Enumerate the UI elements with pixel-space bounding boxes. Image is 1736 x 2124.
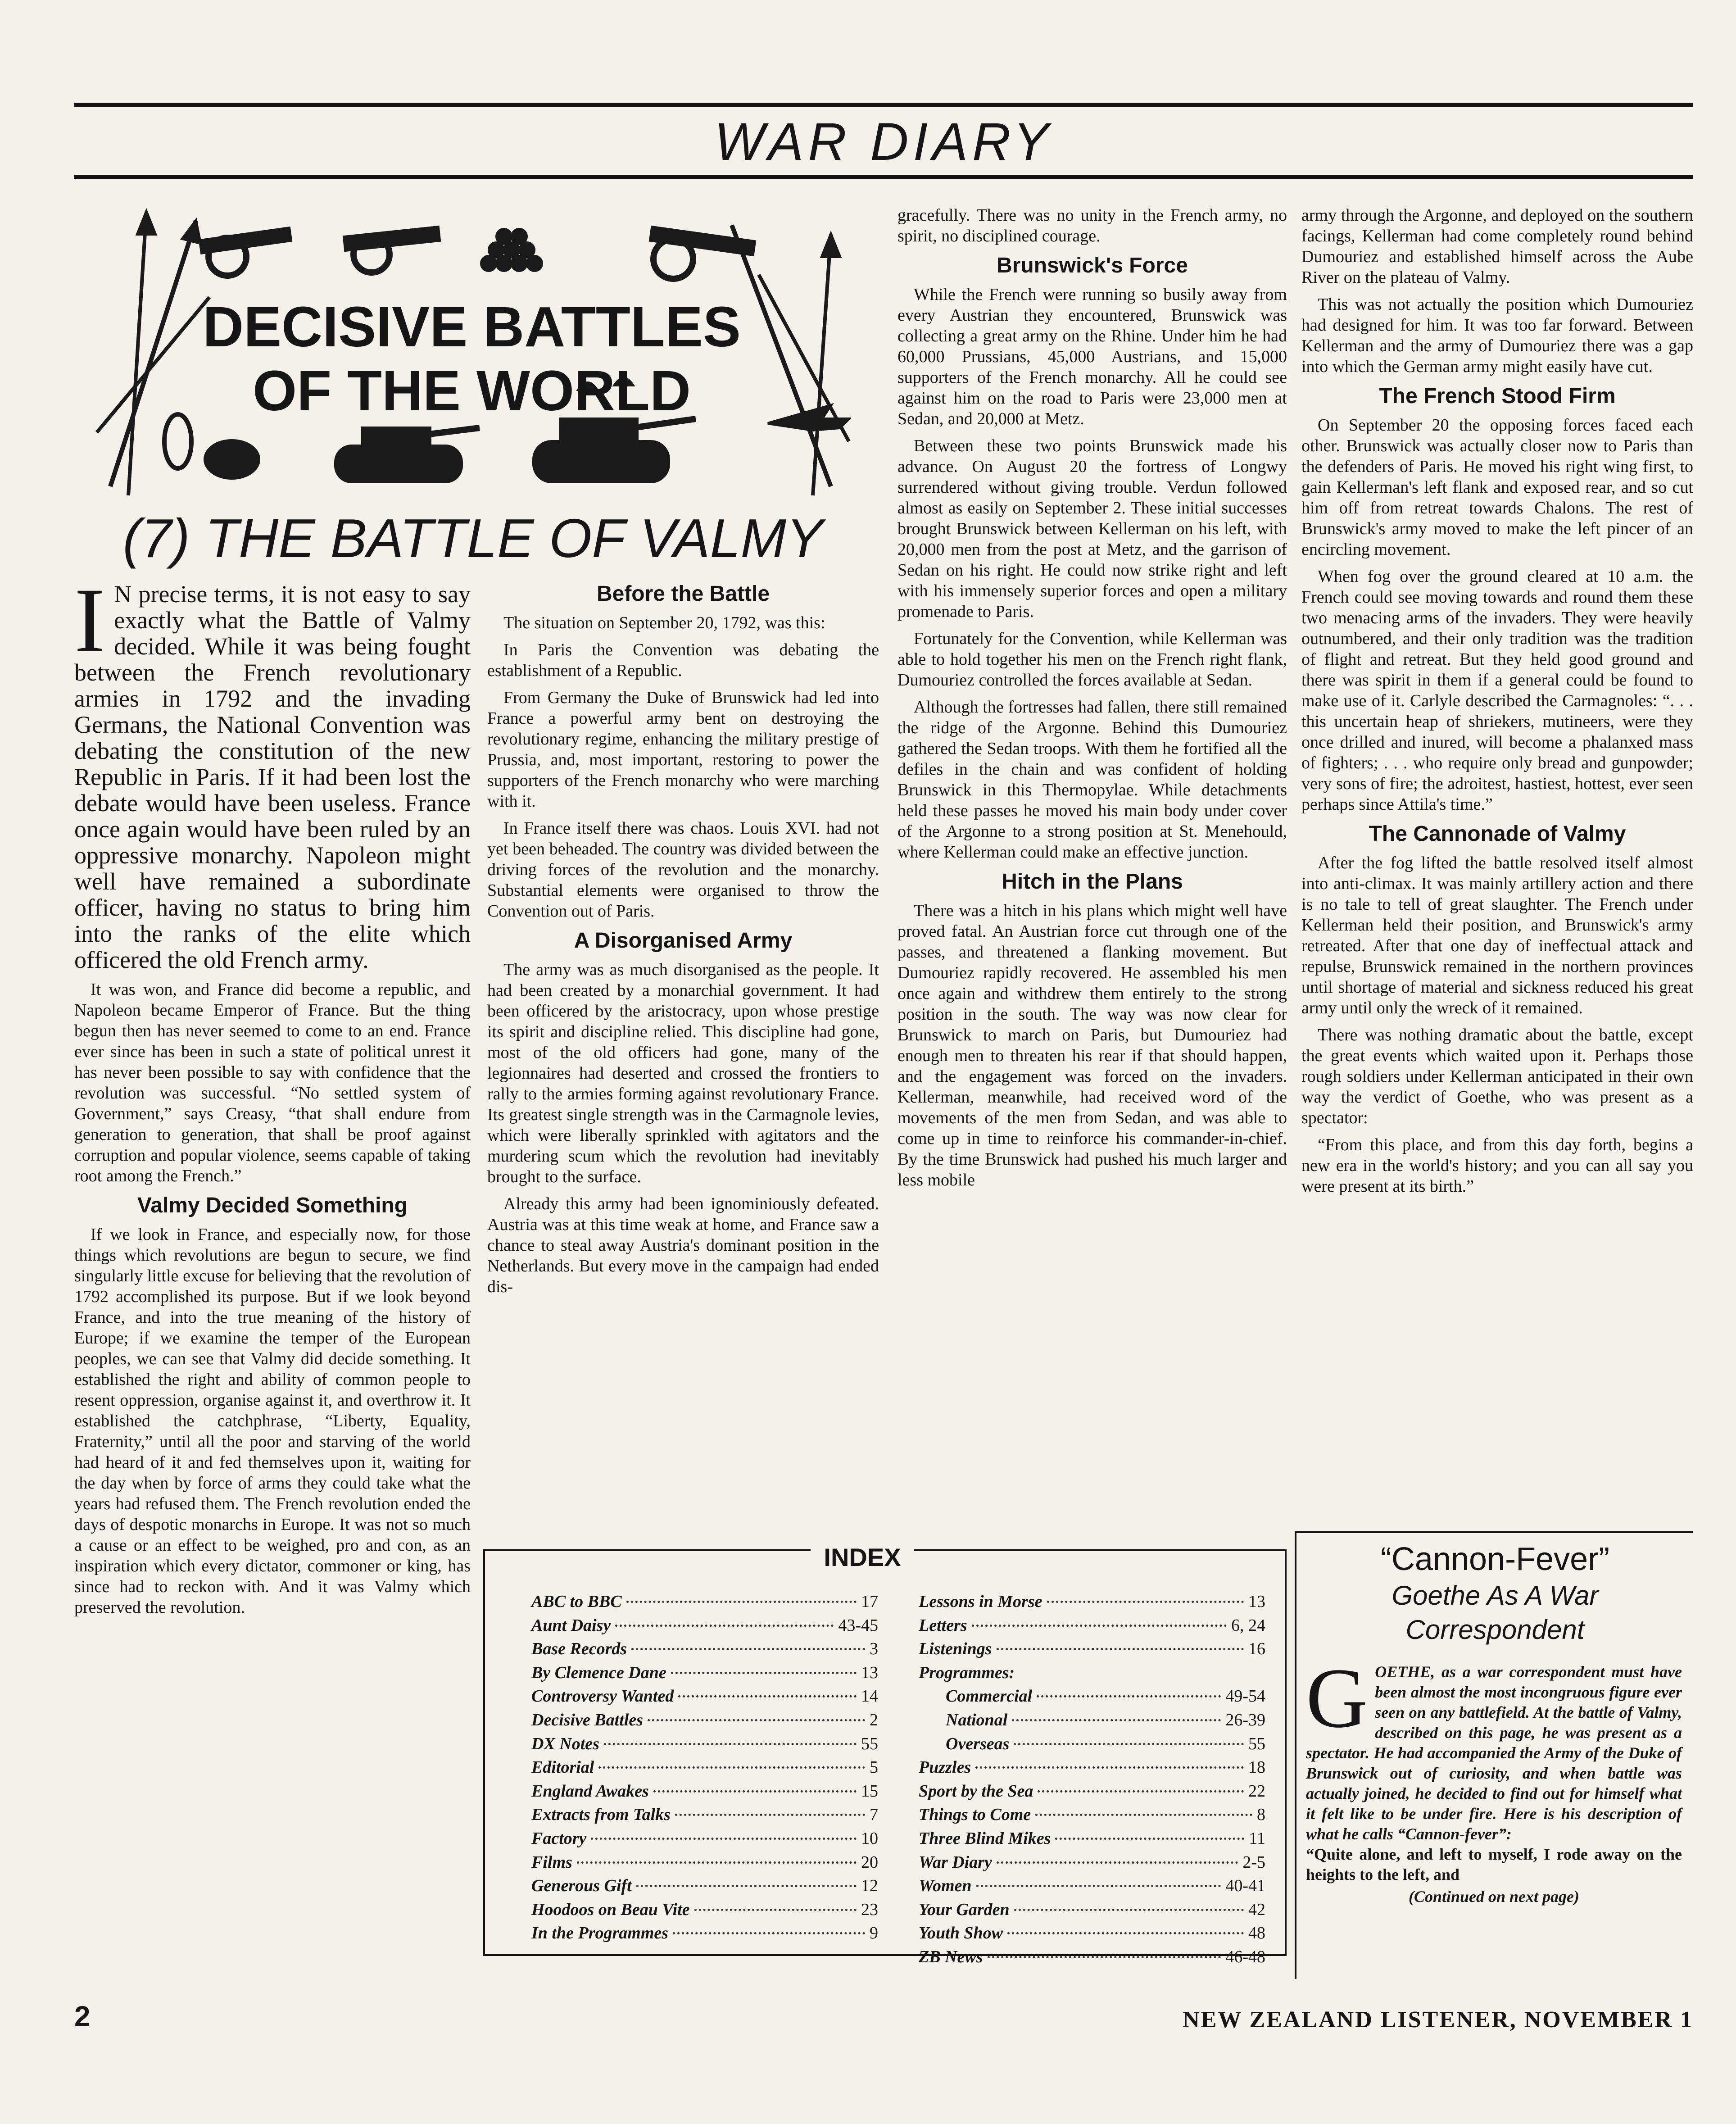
index-entry <box>919 1779 1265 1803</box>
leader-dots <box>1014 1909 1244 1911</box>
index-entry-label: Hoodoos on Beau Vite <box>531 1900 690 1919</box>
index-entry-page: 26-39 <box>1225 1710 1265 1729</box>
index-entry-page: 23 <box>861 1900 878 1919</box>
index-entry-page: 42 <box>1248 1900 1265 1919</box>
index-title: INDEX <box>811 1544 914 1571</box>
publication-footer: NEW ZEALAND LISTENER, NOVEMBER 1 <box>1183 2007 1693 2033</box>
dropcap: I <box>74 581 105 672</box>
index-entry <box>531 1684 878 1708</box>
paragraph: The army was as much disorganised as the people. It had been created by a monarchial government. It had been officered by the aristocracy, upon whose prestige its spirit and discipline relied. This discipline had gone, most of the old officers had gone, many of the legionnaires had deserted and crossed the frontiers to rally to the armies forming against revolutionary France. Its greatest single strength was in the Carmagnole levies, which were liberally sprinkled with agitators and the murdering scum which the revolution had inevitably brought to the surface. <box>487 960 879 1186</box>
index-entry-page: 7 <box>870 1805 878 1824</box>
index-entry-page: 13 <box>861 1663 878 1682</box>
index-entry-label: Programmes: <box>919 1663 1015 1682</box>
paragraph: It was won, and France did become a republic, and Napoleon became Emperor of France. But the thing begun then has never seemed to come to an end. France ever since has been in such a state of political unrest it has never been possible to say with confidence that the revolution was successful. “No settled system of Government,” says Creasy, “that shall endure from generation to generation, that shall be proof against corruption and popular violence, seems capable of taking root among the French.” <box>74 980 471 1185</box>
paragraph: On September 20 the opposing forces faced each other. Brunswick was actually closer now to Paris than the defenders of Paris. He moved his right wing first, to gain Kellerman's left flank and exposed rear, and so cut him off from retreat towards Chalons. The rest of Brunswick's army moved to make the left pincer of an encircling movement. <box>1301 416 1693 559</box>
article-title: (7) THE BATTLE OF VALMY <box>122 508 823 569</box>
paragraph: “From this place, and from this day forth, begins a new era in the world's history; and you can all say you were present at its birth.” <box>1301 1135 1693 1196</box>
index-entry-label: England Awakes <box>531 1781 649 1801</box>
sidebar-subtitle <box>1306 1579 1684 1647</box>
lead-paragraph <box>74 581 471 973</box>
paragraph: This was not actually the position which Dumouriez had designed for him. It was too far forward. Between Kellerman and the army of Dumouriez there was a gap into which the German army might easily have cut. <box>1301 295 1693 376</box>
paragraph: From Germany the Duke of Brunswick had led into France a powerful army bent on destroying the revolutionary regime, enhancing the military prestige of Prussia, and, most important, restoring to power the supporters of the French monarchy who were marching with it. <box>487 688 879 811</box>
index-entry <box>531 1874 878 1898</box>
index-entry <box>919 1921 1265 1945</box>
leader-dots <box>671 1672 857 1674</box>
index-entry <box>919 1898 1265 1922</box>
index-entry-label: In the Programmes <box>531 1924 669 1943</box>
lead-text: N precise terms, it is not easy to say exactly what the Battle of Valmy decided. While it was being fought between the French revolutionary armies in 1792 and the invading Germans, the National Convention was debating the constitution of the new Republic in Paris. If it had been lost the debate would have been useless. France once again would have been ruled by an oppressive monarchy. Napoleon might well have remained a subordinate officer, having no status to bring him into the ranks of the elite which officered the old French army. <box>74 581 471 973</box>
index-entry-label: War Diary <box>919 1852 992 1872</box>
sidebar-text <box>1306 1651 1682 1907</box>
paragraph: Fortunately for the Convention, while Kellerman was able to hold together his men on the French right flank, Dumouriez controlled the forces available at Sedan. <box>897 629 1287 690</box>
continued-note: (Continued on next page) <box>1408 1888 1580 1906</box>
index-column-right <box>919 1590 1265 1969</box>
leader-dots <box>675 1814 865 1816</box>
article-column-2 <box>487 581 879 1540</box>
index-entry <box>531 1708 878 1732</box>
leader-dots <box>577 1861 857 1864</box>
index-entry-page: 55 <box>1248 1734 1265 1753</box>
index-entry-page: 46-48 <box>1225 1947 1265 1966</box>
index-entry-label: ZB News <box>919 1947 983 1966</box>
paragraph: There was nothing dramatic about the battle, except the great events which waited upon it. Perhaps those rough soldiers under Kellerman anticipated in their own way the verdict of Goethe, who was present as a spectator: <box>1301 1026 1693 1127</box>
index-entry-label: Lessons in Morse <box>919 1592 1043 1611</box>
index-entry-label: DX Notes <box>531 1734 599 1753</box>
index-entry-label: Aunt Daisy <box>531 1616 611 1635</box>
index-entry-label: Generous Gift <box>531 1876 632 1896</box>
paragraph: There was a hitch in his plans which might well have proved fatal. An Austrian force cut through one of the passes, and threatened a flanking movement. But Dumouriez rapidly recovered. He assembled his men once again and withdrew them entirely to the strong position in the south. The way was now clear for Brunswick to march on Paris, but Dumouriez had enough men to threaten his rear if that should happen, and the engagement was forced on the invaders. Kellerman, meanwhile, had received word of the movements of the men from Sedan, and was able to come up in time to reinforce his commander-in-chief. By the time Brunswick had pushed his much larger and less mobile <box>897 901 1287 1189</box>
section-title: WAR DIARY <box>714 112 1053 172</box>
paragraph: After the fog lifted the battle resolved itself almost into anti-climax. It was mainly artillery action and there is no tale to tell of great slaughter. The French under Kellerman held their position, and Brunswick's army retreated. After that one day of ineffectual attack and repulse, Brunswick remained in the northern provinces until shortage of material and sickness reduced his great army until only the wreck of it remained. <box>1301 853 1693 1017</box>
index-entry <box>531 1661 878 1685</box>
series-title-line2: OF THE WORLD <box>253 359 691 422</box>
decisive-battles-banner <box>92 207 851 502</box>
index-entry-page: 2 <box>870 1710 878 1729</box>
index-entry-label: ABC to BBC <box>531 1592 622 1611</box>
leader-dots <box>1014 1743 1244 1745</box>
index-entry <box>531 1732 878 1756</box>
index-entry <box>919 1614 1265 1638</box>
leader-dots <box>653 1790 857 1793</box>
index-entry-page: 22 <box>1248 1781 1265 1801</box>
leader-dots <box>997 1648 1244 1650</box>
index-entry-label: Women <box>919 1876 972 1896</box>
leader-dots <box>591 1838 857 1840</box>
index-column-left <box>531 1590 878 1945</box>
leader-dots <box>988 1956 1221 1958</box>
index-entry-label: By Clemence Dane <box>531 1663 666 1682</box>
index-entry-page: 49-54 <box>1225 1687 1265 1706</box>
subheading: Hitch in the Plans <box>1002 870 1183 894</box>
article-column-4 <box>1301 205 1693 1529</box>
index-entry-page: 40-41 <box>1225 1876 1265 1896</box>
leader-dots <box>975 1766 1244 1769</box>
index-entry <box>919 1851 1265 1874</box>
index-entry <box>919 1945 1265 1969</box>
index-entry <box>919 1637 1265 1661</box>
index-entry <box>531 1614 878 1638</box>
index-entry-label: Controversy Wanted <box>531 1687 674 1706</box>
leader-dots <box>598 1766 865 1769</box>
index-entry <box>531 1779 878 1803</box>
paragraph: The situation on September 20, 1792, was this: <box>503 613 825 632</box>
index-entry-label: Things to Come <box>919 1805 1031 1824</box>
leader-dots <box>694 1909 857 1911</box>
subheading: The Cannonade of Valmy <box>1369 822 1626 846</box>
index-entry-page: 2-5 <box>1242 1852 1265 1872</box>
index-entry-label: Sport by the Sea <box>919 1781 1033 1801</box>
index-entry-page: 18 <box>1248 1758 1265 1777</box>
index-entry <box>531 1921 878 1945</box>
subheading: Before the Battle <box>596 582 770 606</box>
index-entry-page: 12 <box>861 1876 878 1896</box>
index-entry-page: 13 <box>1248 1592 1265 1611</box>
leader-dots <box>1035 1814 1252 1816</box>
index-entry-label: National <box>946 1710 1008 1729</box>
paragraph: In France itself there was chaos. Louis XVI. had not yet been beheaded. The country was divided between the driving forces of the revolution and the monarchy. Substantial elements were organised to throw the Convention out of Paris. <box>487 819 879 921</box>
index-entry <box>919 1827 1265 1851</box>
leader-dots <box>1055 1838 1244 1840</box>
leader-dots <box>1037 1695 1221 1697</box>
index-entry <box>531 1756 878 1779</box>
index-entry-label: Editorial <box>531 1758 594 1777</box>
leader-dots <box>1038 1790 1244 1793</box>
index-entry-label: Letters <box>919 1616 967 1635</box>
index-entry <box>919 1661 1265 1685</box>
paragraph: gracefully. There was no unity in the French army, no spirit, no disciplined courage. <box>897 206 1287 245</box>
sidebar-dropcap: G <box>1306 1651 1368 1746</box>
index-entry <box>919 1708 1265 1732</box>
index-entry-page: 16 <box>1248 1639 1265 1659</box>
page-number: 2 <box>74 2000 91 2033</box>
index-entry-page: 3 <box>870 1639 878 1659</box>
leader-dots <box>1012 1719 1221 1721</box>
leader-dots <box>626 1601 857 1603</box>
sidebar-subtitle-line1: Goethe As A War <box>1392 1580 1599 1611</box>
subheading: Brunswick's Force <box>997 254 1188 277</box>
sidebar-body: OETHE, as a war correspondent must have been almost the most incongruous figure ever seen on any battlefield. At the battle of Valmy, described on this page, he was present as a spectator. He had accompanied the Army of the Duke of Brunswick out of curiosity, and when battle was actually joined, he decided to find out for himself what it felt like to be under fire. Here is his description of what he calls “Cannon-fever”: <box>1306 1663 1682 1843</box>
leader-dots <box>972 1625 1227 1627</box>
index-entry-page: 10 <box>861 1829 878 1848</box>
article-column-1 <box>74 581 471 1991</box>
index-entry-page: 17 <box>861 1592 878 1611</box>
index-entry-page: 5 <box>870 1758 878 1777</box>
sidebar-subtitle-line2: Correspondent <box>1405 1615 1585 1645</box>
index-entry-label: Listenings <box>919 1639 992 1659</box>
index-entry-label: Films <box>531 1852 572 1872</box>
masthead-bottom-rule <box>74 175 1693 179</box>
leader-dots <box>1047 1601 1244 1603</box>
leader-dots <box>997 1861 1238 1864</box>
leader-dots <box>648 1719 865 1721</box>
paragraph: Although the fortresses had fallen, there still remained the ridge of the Argonne. Behind this Dumouriez gathered the Sedan troops. With them he fortified all the defiles in the chain and was confident of holding Brunswick in this Thermopylae. While detachments held these passes he moved his main body under cover of the Argonne to a strong position at St. Menehould, where Kellerman could make an effective junction. <box>897 698 1287 862</box>
leader-dots <box>615 1625 834 1627</box>
sidebar-quote: “Quite alone, and left to myself, I rode away on the heights to the left, and <box>1306 1845 1682 1883</box>
index-entry-page: 55 <box>861 1734 878 1753</box>
index-entry <box>531 1590 878 1614</box>
index-entry-label: Extracts from Talks <box>531 1805 671 1824</box>
paragraph: army through the Argonne, and deployed on the southern facings, Kellerman had come completely round behind Dumouriez and established himself across the Aube River on the plateau of Valmy. <box>1301 206 1693 287</box>
paragraph: If we look in France, and especially now, for those things which revolutions are begun to secure, we find singularly little excuse for believing that the revolution of 1792 accomplished its purpose. But if we look beyond France, and into the true meaning of the history of Europe; if we examine the temper of the European peoples, we can see that Valmy did decide something. It established the right and ability of common people to resent oppression, organise against it, and overthrow it. It established the catchphrase, “Liberty, Equality, Fraternity,” until all the poor and starving of the world had heard of it and fed themselves upon it, waiting for the day when by force of arms they could take what the years had refused them. The French revolution ended the days of despotic monarchs in Europe. It was not so much a cause or an effect to be weighed, pro and con, as an inspiration which every dictator, commoner or king, has since had to reckon with. And it was Valmy which preserved the revolution. <box>74 1225 471 1617</box>
index-entry-label: Overseas <box>946 1734 1010 1753</box>
leader-dots <box>636 1885 857 1887</box>
index-entry-page: 14 <box>861 1687 878 1706</box>
index-entry <box>919 1803 1265 1827</box>
leader-dots <box>976 1885 1221 1887</box>
subheading: A Disorganised Army <box>574 929 793 953</box>
index-entry-page: 15 <box>861 1781 878 1801</box>
paragraph: Between these two points Brunswick made his advance. On August 20 the fortress of Longwy surrendered without giving trouble. Verdun followed almost as easily on September 2. These initial successes brought Brunswick between Kellerman on his left, with 20,000 men from the post at Metz, and the garrison of Sedan on his right. He could now strike right and left with his immensely superior forces and open a military promenade to Paris. <box>897 436 1287 621</box>
index-entry <box>531 1898 878 1922</box>
paragraph: In Paris the Convention was debating the establishment of a Republic. <box>487 640 879 680</box>
index-entry <box>919 1874 1265 1898</box>
index-entry-label: Factory <box>531 1829 587 1848</box>
leader-dots <box>604 1743 857 1745</box>
index-entry <box>531 1637 878 1661</box>
index-entry-label: Commercial <box>946 1687 1033 1706</box>
index-entry-page: 48 <box>1248 1924 1265 1943</box>
index-entry <box>919 1732 1265 1756</box>
index-entry-page: 20 <box>861 1852 878 1872</box>
index-entry-page: 8 <box>1257 1805 1265 1824</box>
index-entry-label: Base Records <box>531 1639 627 1659</box>
index-entry <box>919 1756 1265 1779</box>
paragraph: When fog over the ground cleared at 10 a.m. the French could see moving towards and round them these two menacing arms of the invaders. They were heavily outnumbered, and their only tradition was the tradition of flight and retreat. But they held good ground and there was spirit in them if a general could be found to make use of it. Carlyle described the Carmagnoles: “. . . this uncertain heap of shriekers, mutineers, were they once drilled and inured, will become a phalanxed mass of fighters; . . . who require only bread and gunpowder; very sons of fire; the adroitest, hastiest, hottest, ever seen perhaps since Attila's time.” <box>1301 567 1693 814</box>
index-entry <box>531 1803 878 1827</box>
leader-dots <box>673 1932 865 1934</box>
index-entry <box>919 1684 1265 1708</box>
index-entry-label: Decisive Battles <box>531 1710 643 1729</box>
subheading: Valmy Decided Something <box>137 1194 408 1217</box>
index-entry-label: Puzzles <box>919 1758 971 1777</box>
index-entry-label: Youth Show <box>919 1924 1003 1943</box>
paragraph: Already this army had been ignominiously defeated. Austria was at this time weak at home, and France saw a chance to steal away Austria's dominant position in the Netherlands. But every move in the campaign had ended dis- <box>487 1194 879 1296</box>
index-entry-page: 6, 24 <box>1231 1616 1265 1635</box>
index-entry <box>919 1590 1265 1614</box>
index-entry-label: Your Garden <box>919 1900 1010 1919</box>
index-entry <box>531 1851 878 1874</box>
series-title-line1: DECISIVE BATTLES <box>203 295 741 359</box>
article-column-3 <box>897 205 1287 1540</box>
index-entry <box>531 1827 878 1851</box>
leader-dots <box>631 1648 865 1650</box>
leader-dots <box>678 1695 857 1697</box>
masthead-top-rule <box>74 103 1693 107</box>
index-entry-page: 11 <box>1249 1829 1265 1848</box>
sidebar-title: “Cannon-Fever” <box>1380 1541 1610 1577</box>
series-title <box>92 295 851 423</box>
index-entry-page: 43-45 <box>838 1616 878 1635</box>
paragraph: While the French were running so busily away from every Austrian they encountered, Brunswick was collecting a great army on the Rhine. Under him he had 60,000 Prussians, 45,000 Austrians, and 15,000 supporters of the French monarchy. All he could see against him on the road to Paris were 23,000 men at Sedan, and 20,000 at Metz. <box>897 285 1287 428</box>
index-entry-label: Three Blind Mikes <box>919 1829 1051 1848</box>
index-entry-page: 9 <box>870 1924 878 1943</box>
leader-dots <box>1007 1932 1244 1934</box>
subheading: The French Stood Firm <box>1379 384 1616 408</box>
